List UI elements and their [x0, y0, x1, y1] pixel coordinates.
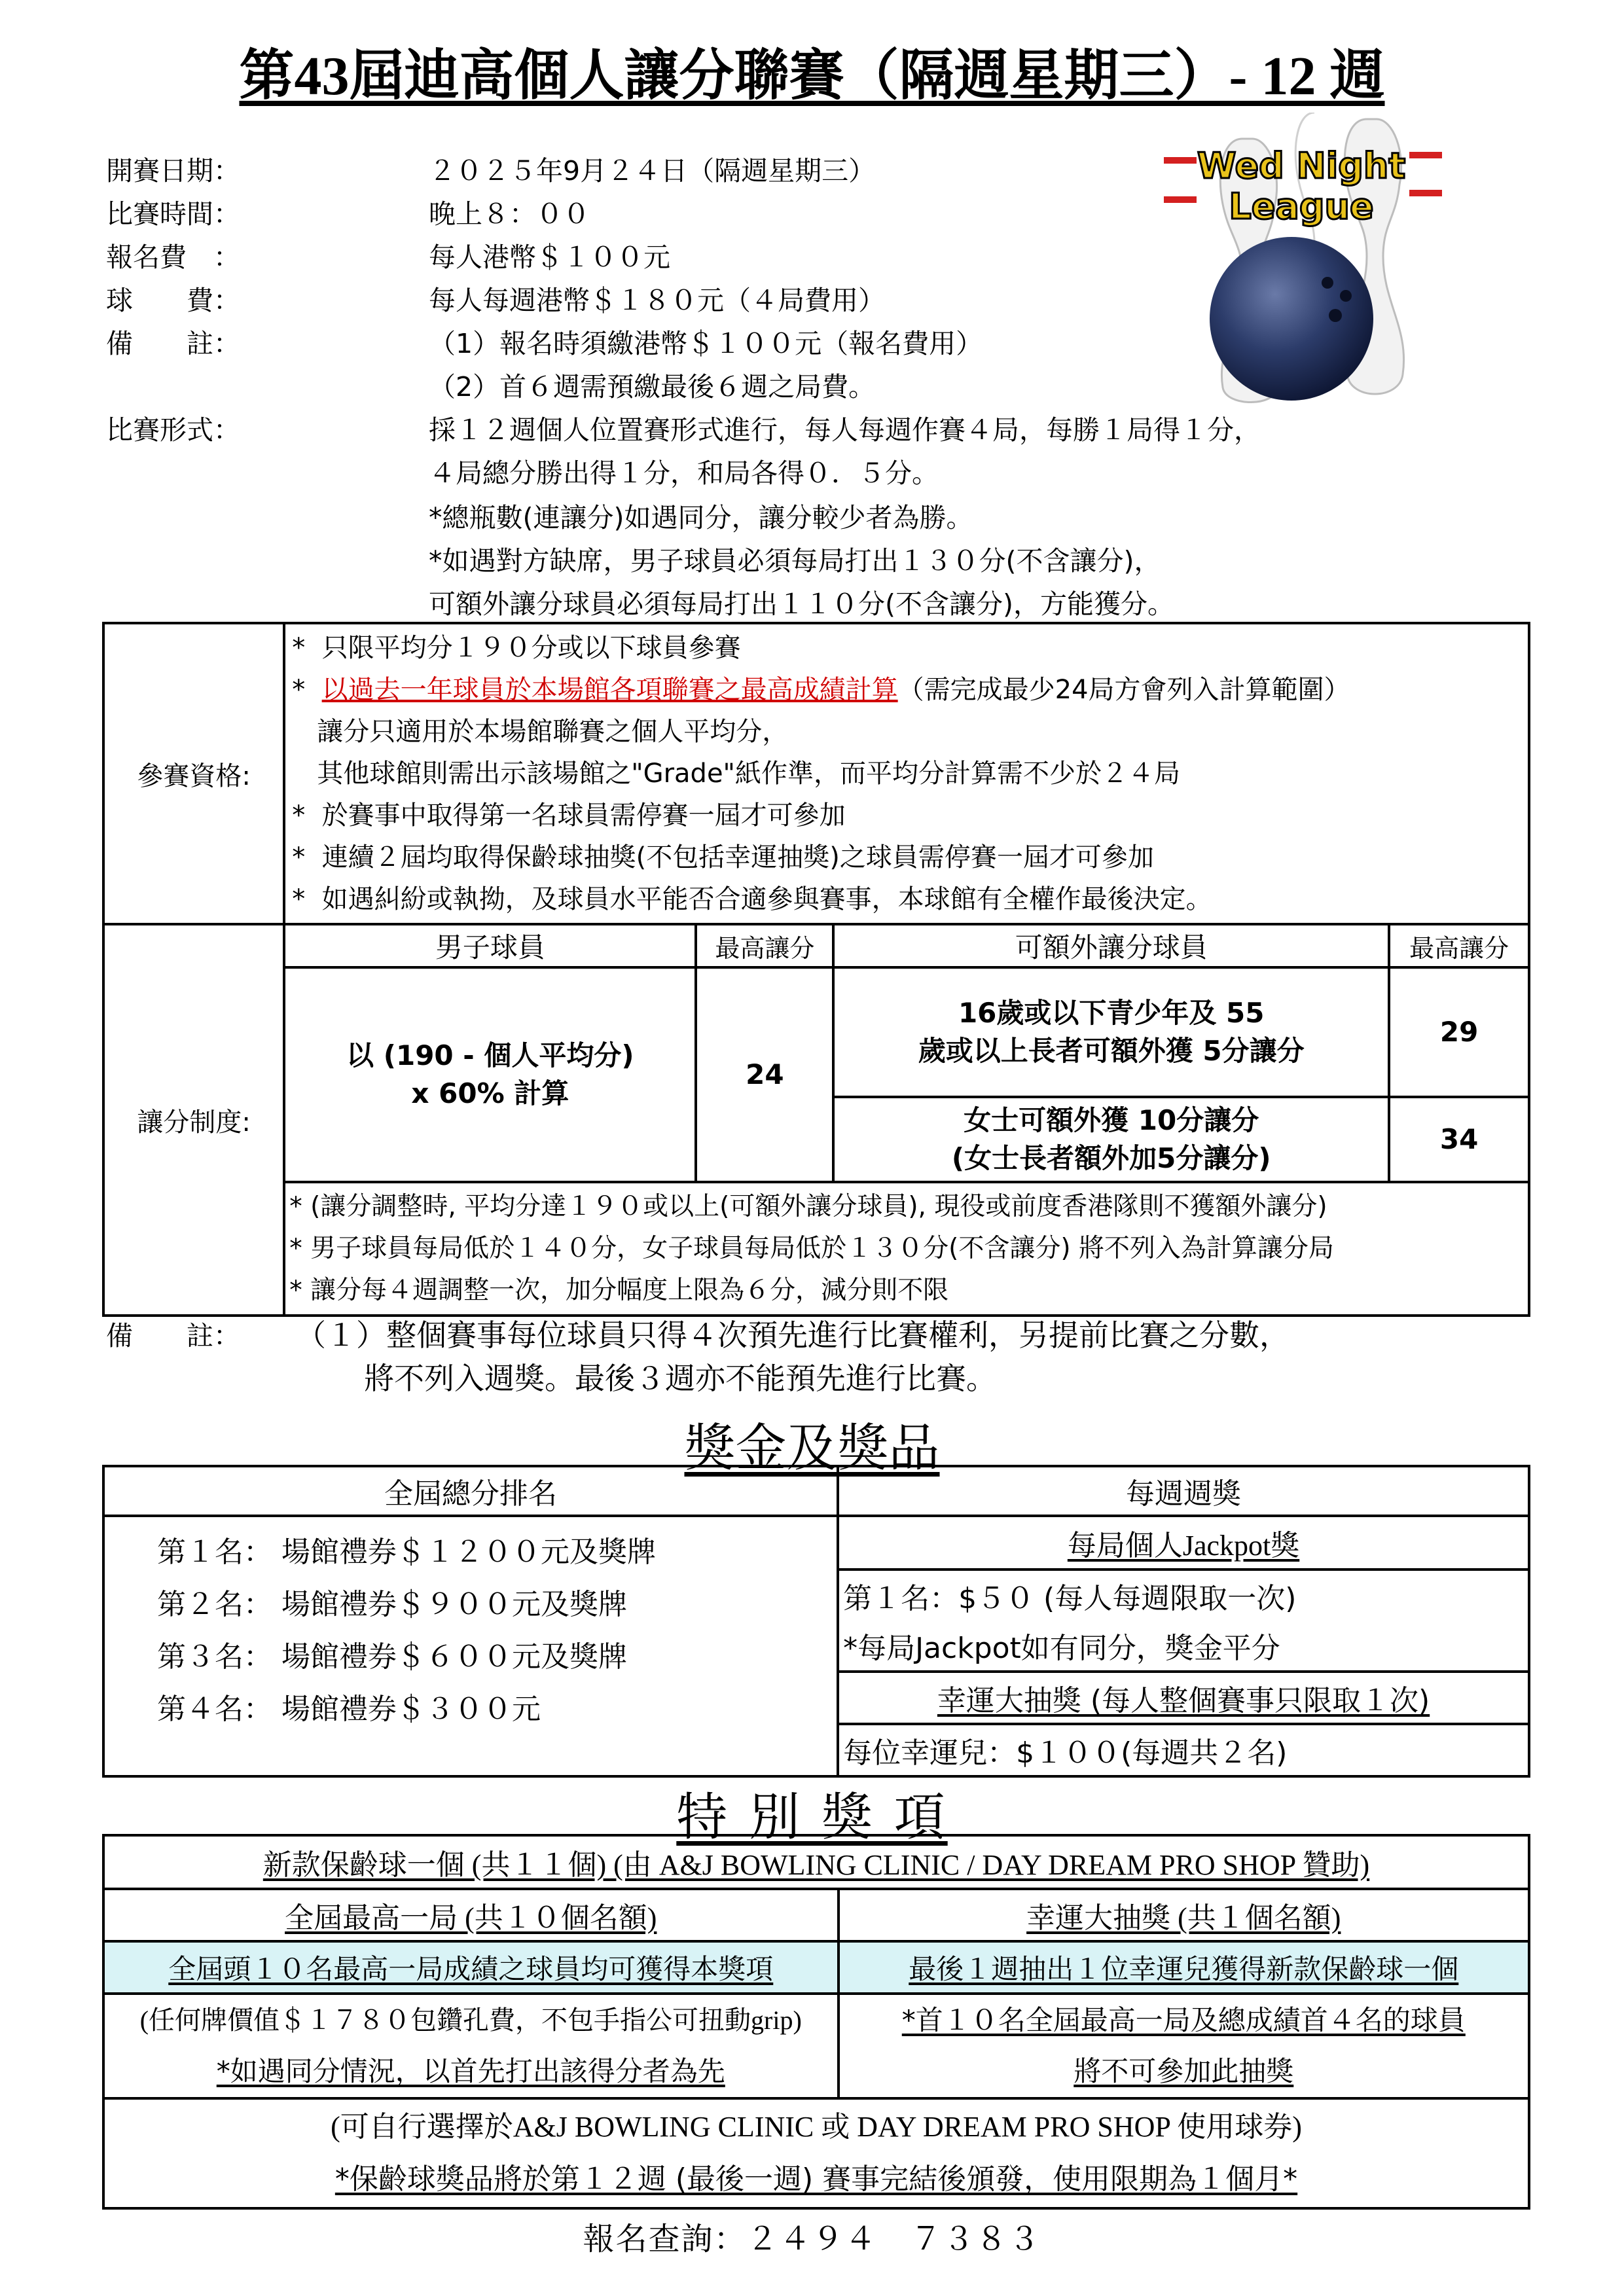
eligibility-label: 參賽資格:	[103, 623, 284, 924]
overall-prize-item: 第２名： 場館禮券＄９００元及獎牌	[157, 1588, 627, 1621]
format-line-3: *總瓶數(連讓分)如遇同分，讓分較少者為勝。	[429, 502, 973, 533]
prizes-table	[102, 1465, 1530, 1778]
prizes-title: 獎金及獎品	[684, 1419, 940, 1478]
format-line-4: *如遇對方缺席，男子球員必須每局打出１３０分(不含讓分)，	[429, 545, 1161, 577]
special-table	[102, 1834, 1530, 2210]
overall-prize-item: 第４名： 場館禮券＄３００元	[157, 1693, 541, 1726]
handicap-header-max-1: 最高讓分	[696, 924, 833, 967]
handicap-label: 讓分制度:	[103, 924, 284, 1316]
eligibility-row: 其他球館則需出示該場館之"Grade"紙作準，而平均分計算需不少於２４局	[317, 759, 1180, 789]
special-header: 新款保齡球一個 (共１１個) (由 A&J BOWLING CLINIC / DAY DREAM PRO SHOP 贊助)	[103, 1835, 1529, 1889]
info-value-start-date: ２０２５年9月２４日（隔週星期三）	[429, 155, 876, 187]
men-formula: 以 (190 - 個人平均分) x 60% 計算	[284, 967, 696, 1182]
lucky-draw-title: 幸運大抽獎 (每人整個賽事只限取１次)	[838, 1672, 1529, 1724]
info-value-game-fee: 每人每週港幣＄１８０元（４局費用）	[429, 285, 885, 316]
overall-prize-item: 第１名： 場館禮券＄１２００元及獎牌	[157, 1535, 656, 1569]
extra-women: 女士可額外獲 10分讓分 (女士長者額外加5分讓分)	[833, 1097, 1389, 1182]
enquiry-phone: 報名查詢：２４９４ ７３８３	[583, 2221, 1041, 2257]
special-footer	[103, 2098, 1529, 2208]
highest-game-line-1: 全屆頭１０名最高一局成績之球員均可獲得本獎項	[103, 1941, 839, 1994]
info-label-remarks: 備 註：	[106, 329, 240, 359]
jackpot-title: 每局個人Jackpot獎	[838, 1516, 1529, 1570]
handicap-note: * (讓分調整時, 平均分達１９０或以上(可額外讓分球員), 現役或前度香港隊則不獲額外讓分)	[289, 1192, 1327, 1221]
info-label-time: 比賽時間：	[106, 199, 240, 229]
format-line-1: 採１２週個人位置賽形式進行，每人每週作賽４局，每勝１局得１分，	[429, 414, 1261, 446]
eligibility-row: * 以過去一年球員於本場館各項聯賽之最高成績計算（需完成最少24局方會列入計算範圍）	[292, 675, 1350, 705]
lucky-draw-header: 幸運大抽獎 (共１個名額)	[839, 1889, 1529, 1941]
overall-prize-list	[103, 1516, 838, 1776]
page-title: 第43屆迪高個人讓分聯賽（隔週星期三）- 12 週	[239, 46, 1385, 107]
remarks-label: 備 註：	[106, 1321, 240, 1351]
info-value-time: 晚上８：００	[429, 198, 590, 230]
eligibility-row: * 如遇糾紛或執拗，及球員水平能否合適參與賽事，本球館有全權作最後決定。	[292, 884, 1212, 914]
jackpot-line-2: *每局Jackpot如有同分，獎金平分	[838, 1621, 1529, 1672]
logo-line1: Wed Night	[1197, 145, 1406, 187]
handicap-header-extra: 可額外讓分球員	[833, 924, 1389, 967]
highest-game-details	[103, 1994, 839, 2098]
handicap-notes	[284, 1182, 1529, 1316]
handicap-note: * 男子球員每局低於１４０分，女子球員每局低於１３０分(不含讓分) 將不列入為計算讓分局	[289, 1234, 1334, 1263]
extra-youth-senior: 16歲或以下青少年及 55 歲或以上長者可額外獲 5分讓分	[833, 967, 1389, 1097]
weekly-header: 每週週獎	[838, 1466, 1529, 1516]
format-line-5: 可額外讓分球員必須每局打出１１０分(不含讓分)，方能獲分。	[429, 588, 1174, 620]
rules-table	[102, 622, 1530, 1317]
men-max-handicap: 24	[696, 967, 833, 1182]
highest-game-header: 全屆最高一局 (共１０個名額)	[103, 1889, 839, 1941]
lucky-draw-line: 每位幸運兒：$１００(每週共２名)	[838, 1724, 1529, 1776]
eligibility-row: * 於賽事中取得第一名球員需停賽一屆才可參加	[292, 800, 846, 831]
eligibility-row: * 連續２屆均取得保齡球抽獎(不包括幸運抽獎)之球員需停賽一屆才可參加	[292, 842, 1154, 872]
format-label: 比賽形式：	[106, 415, 240, 445]
info-value-remarks-1: （1）報名時須繳港幣＄１００元（報名費用）	[429, 328, 983, 359]
special-footer-line-2: *保齡球獎品將於第１２週 (最後一週) 賽事完結後頒發，使用限期為１個月*	[334, 2162, 1298, 2196]
info-label-game-fee: 球 費：	[106, 285, 240, 315]
lucky-draw-details	[839, 1994, 1529, 2098]
bowling-pin-ball-logo	[1151, 113, 1458, 407]
highest-game-line-3: *如遇同分情況，以首先打出該得分者為先	[216, 2055, 725, 2087]
info-value-fee: 每人港幣＄１００元	[429, 242, 670, 273]
info-value-remarks-2: （2）首６週需預繳最後６週之局費。	[429, 371, 876, 403]
eligibility-row: * 只限平均分１９０分或以下球員參賽	[292, 633, 741, 663]
eligibility-row: 讓分只適用於本場館聯賽之個人平均分，	[317, 717, 789, 747]
extra-women-max: 34	[1389, 1097, 1529, 1182]
eligibility-highlight: 以過去一年球員於本場館各項聯賽之最高成績計算	[321, 675, 898, 705]
overall-header: 全屆總分排名	[103, 1466, 838, 1516]
info-label-start-date: 開賽日期：	[106, 156, 240, 186]
handicap-note: * 讓分每４週調整一次，加分幅度上限為６分，減分則不限	[289, 1276, 949, 1305]
extra-youth-senior-max: 29	[1389, 967, 1529, 1097]
logo-line2: League	[1229, 186, 1374, 227]
overall-prize-item: 第３名： 場館禮券＄６００元及獎牌	[157, 1640, 627, 1674]
jackpot-line-1: 第１名：$５０ (每人每週限取一次)	[838, 1570, 1529, 1621]
lucky-draw-line-3: 將不可參加此抽獎	[1074, 2055, 1294, 2087]
handicap-header-max-2: 最高讓分	[1389, 924, 1529, 967]
special-title: 特 別 獎 項	[676, 1788, 948, 1847]
format-line-2: ４局總分勝出得１分，和局各得０．５分。	[429, 457, 939, 489]
lucky-draw-line-2: *首１０名全屆最高一局及總成績首４名的球員	[901, 2004, 1466, 2036]
handicap-header-men: 男子球員	[284, 924, 696, 967]
lucky-draw-line-1: 最後１週抽出１位幸運兒獲得新款保齡球一個	[839, 1941, 1529, 1994]
highest-game-line-2: (任何牌價值＄１７８０包鑽孔費，不包手指公可扭動grip)	[139, 2005, 802, 2035]
remarks-line-2: 將不列入週獎。最後３週亦不能預先進行比賽。	[364, 1361, 996, 1396]
info-label-fee: 報名費 ：	[106, 242, 240, 272]
eligibility-cell	[284, 623, 1529, 924]
remarks-line-1: （１）整個賽事每位球員只得４次預先進行比賽權利，另提前比賽之分數，	[296, 1318, 1290, 1353]
special-footer-line-1: (可自行選擇於A&J BOWLING CLINIC 或 DAY DREAM PRO SHOP 使用球券)	[331, 2111, 1302, 2143]
